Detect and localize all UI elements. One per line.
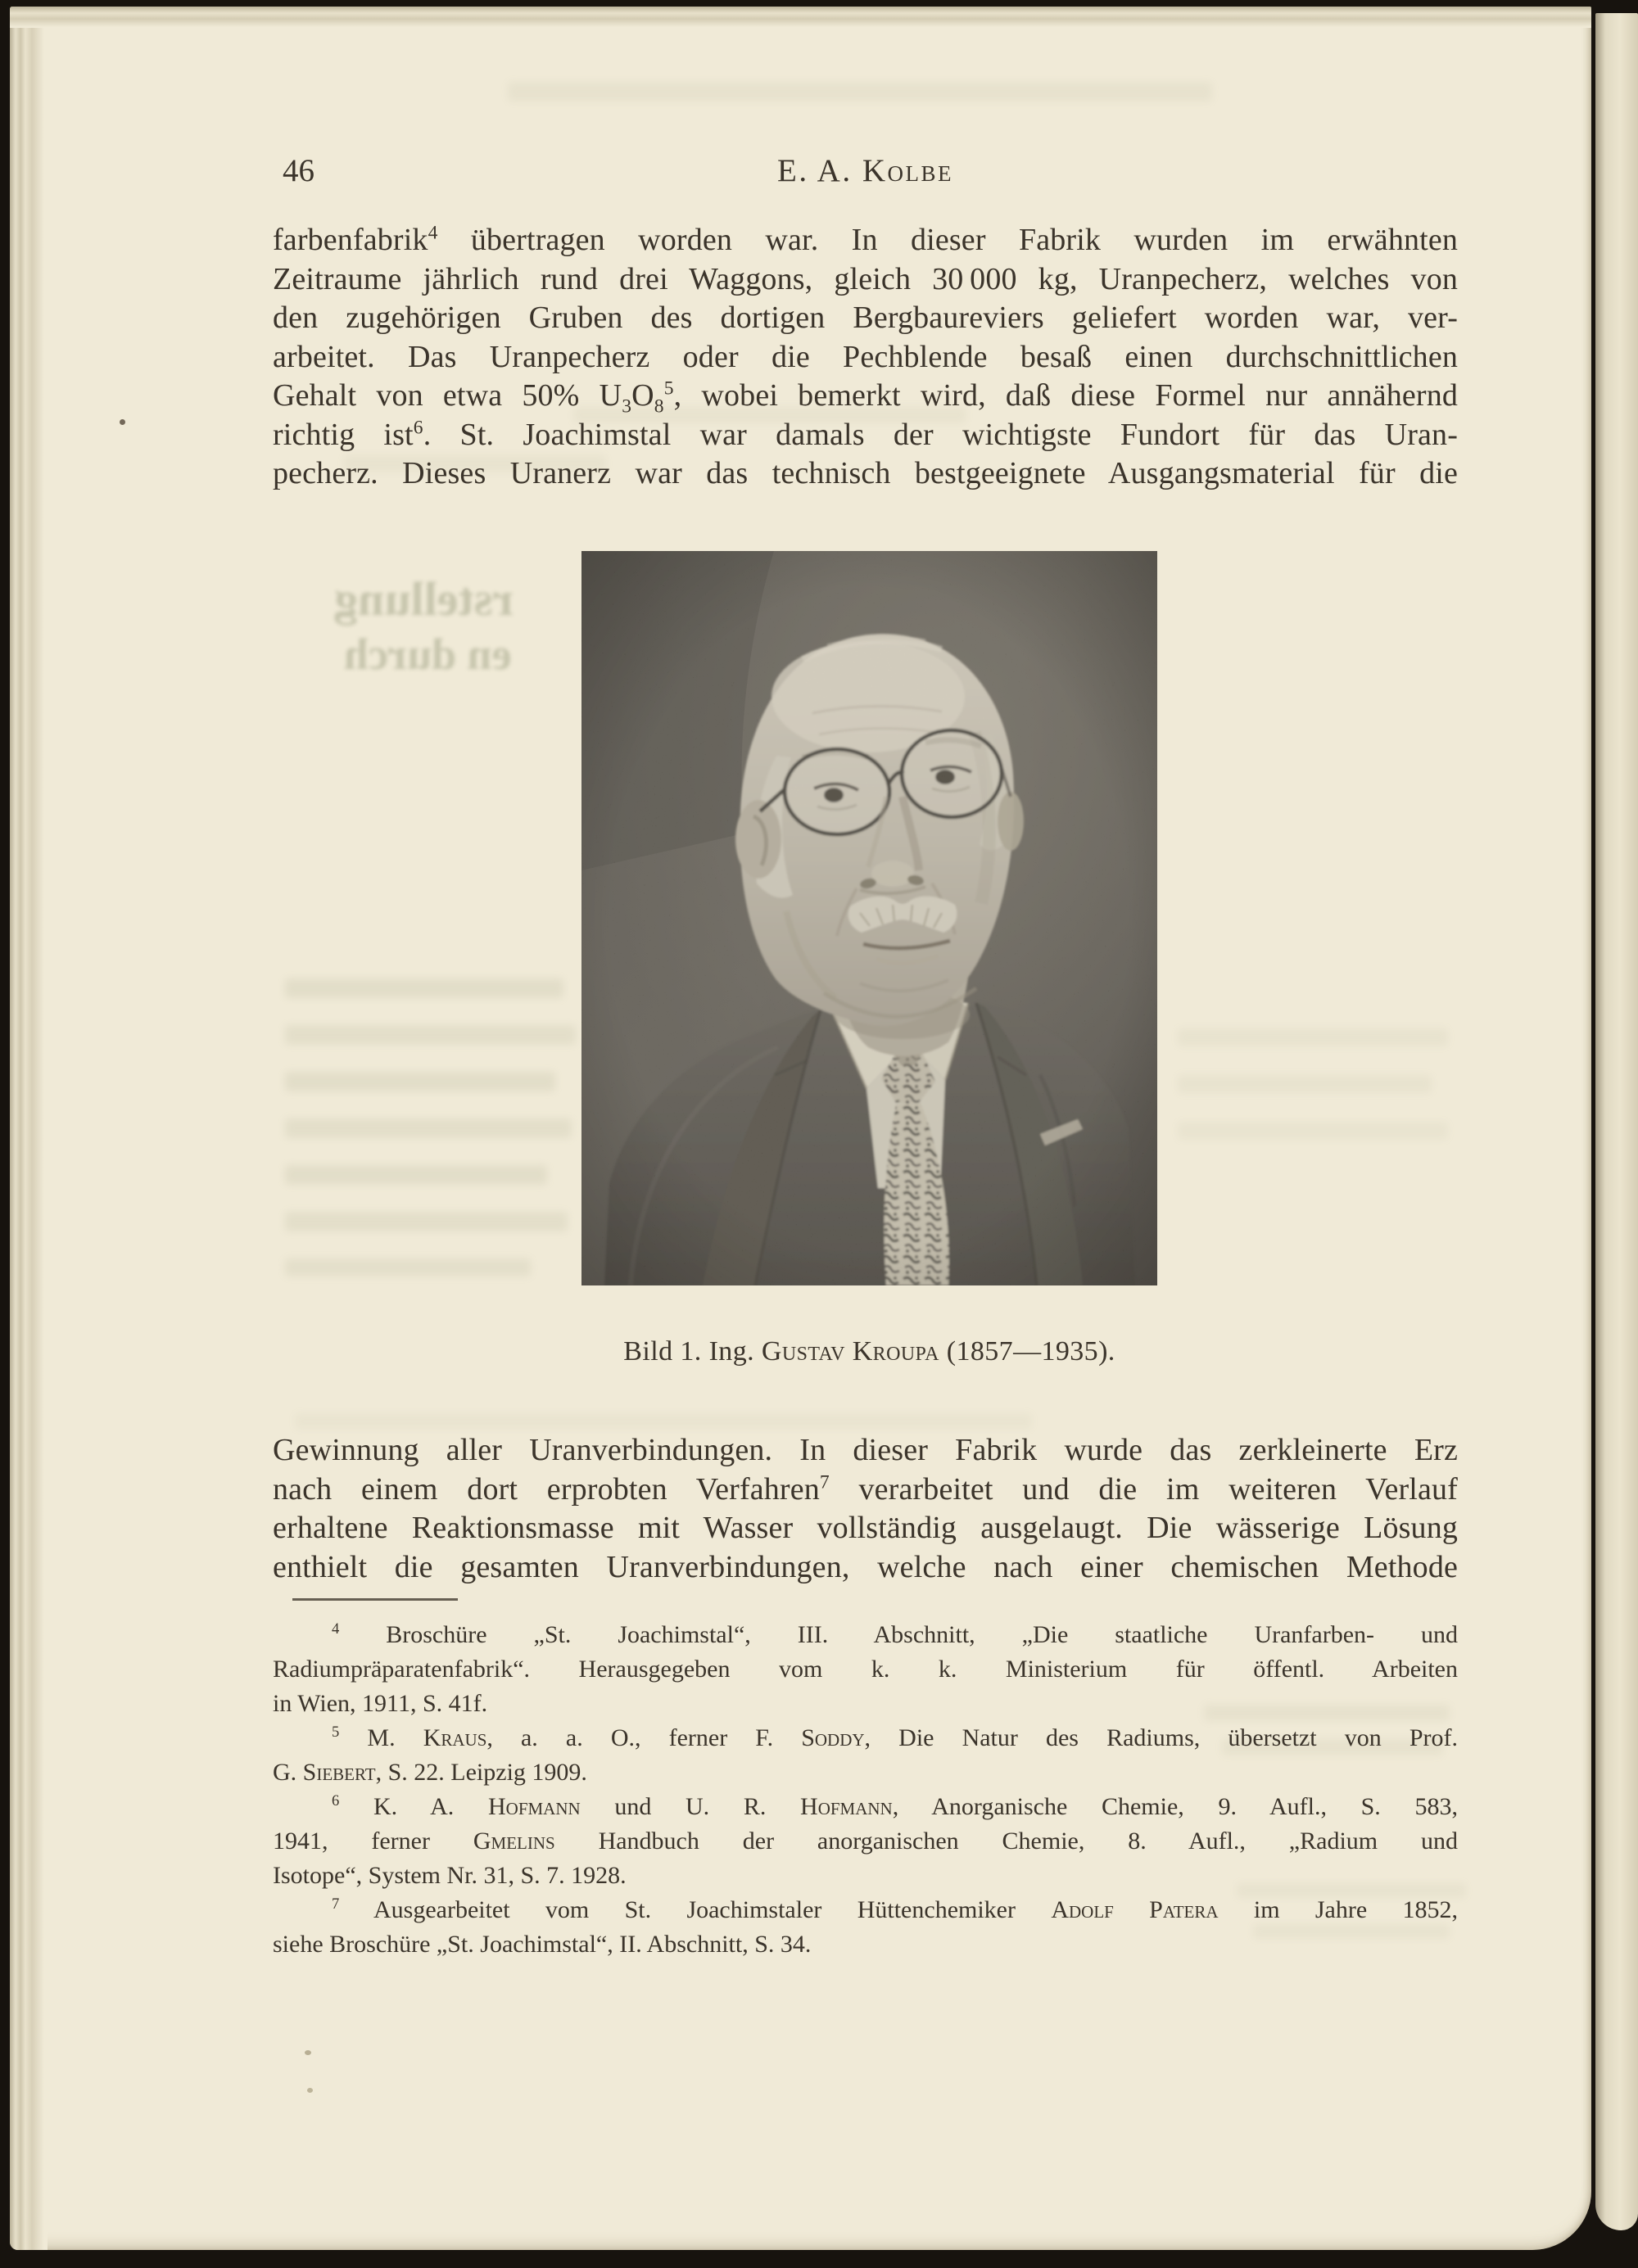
running-header: E. A. Kolbe: [777, 153, 953, 188]
text-segment: , a. a. O., ferner F.: [486, 1724, 802, 1751]
text-segment: 5: [332, 1724, 340, 1741]
text-segment: 5: [663, 377, 674, 400]
bleed-through-ghost: [285, 1072, 555, 1091]
footnote-6: [273, 1790, 1458, 1893]
text-segment: (1857—1935).: [939, 1336, 1115, 1367]
text-line: [273, 454, 1458, 494]
page-stack-edge-top: [10, 7, 1591, 28]
text-segment: erhaltene Reaktionsmasse mit Wasser vollständig ausgelaugt. Die wässerige Lösung: [273, 1511, 1458, 1545]
text-line: [273, 338, 1458, 377]
footnote-4: [273, 1618, 1458, 1721]
text-segment: siehe Broschüre „St. Joachimstal“, II. Abschnitt, S. 34.: [273, 1931, 812, 1958]
text-segment: Isotope“, System Nr. 31, S. 7. 1928.: [273, 1862, 627, 1889]
text-line: [273, 1618, 1458, 1652]
portrait-figure: [581, 551, 1157, 1285]
text-segment: Soddy: [801, 1724, 865, 1751]
footnote-7: [273, 1893, 1458, 1962]
text-segment: farbenfabrik: [273, 223, 428, 257]
text-segment: im Jahre 1852,: [1218, 1896, 1459, 1923]
page-stack-edge-left: [10, 7, 48, 2250]
text-segment: pecherz. Dieses Uranerz war das technisch bestgeeignete Ausgangsmaterial für die: [273, 456, 1458, 490]
text-segment: , wobei bemerkt wird, daß diese Formel nur annähernd: [673, 378, 1458, 413]
text-segment: 6: [413, 416, 423, 438]
text-segment: , Die Natur des Radiums, übersetzt von Prof.: [864, 1724, 1458, 1751]
text-line: [273, 1927, 1458, 1962]
text-segment: arbeitet. Das Uranpecherz oder die Pechblende besaß einen durchschnittlichen: [273, 339, 1458, 374]
text-segment: Radiumpräparatenfabrik“. Herausgegeben vom k. k. Ministerium für öffentl. Arbeiten: [273, 1656, 1458, 1683]
text-segment: O: [631, 378, 654, 413]
bleed-through-ghost: [1178, 1122, 1448, 1140]
text-segment: enthielt die gesamten Uranverbindungen, welche nach einer chemischen Methode: [273, 1549, 1458, 1584]
paragraph-2: [273, 1431, 1458, 1587]
text-segment: 4: [332, 1620, 340, 1638]
bleed-through-ghost: [1178, 1075, 1432, 1093]
text-segment: Adolf Patera: [1051, 1896, 1219, 1923]
bleed-through-ghost: [285, 1165, 547, 1185]
page-number: 46: [283, 153, 314, 188]
text-segment: Siebert: [302, 1759, 376, 1786]
text-segment: Zeitraume jährlich rund drei Waggons, gleich 30 000 kg, Uranpecherz, welches von: [273, 261, 1458, 296]
footnote-5: [273, 1721, 1458, 1790]
bleed-through-ghost: [285, 1118, 572, 1138]
adjacent-page-edge: [1595, 13, 1638, 2230]
text-segment: Gmelins: [473, 1828, 555, 1855]
text-line: [273, 1471, 1458, 1510]
text-line: [273, 1509, 1458, 1548]
text-segment: 3: [622, 395, 632, 418]
text-line: [273, 1548, 1458, 1588]
text-line: [273, 1431, 1458, 1471]
text-segment: Broschüre „St. Joachimstal“, III. Abschnitt, „Die staatliche Uranfarben- und: [339, 1621, 1458, 1648]
text-segment: 7: [332, 1895, 340, 1913]
text-line: [273, 1824, 1458, 1859]
text-line: [273, 1755, 1458, 1790]
text-segment: K. A.: [339, 1793, 488, 1820]
text-segment: G.: [273, 1759, 303, 1786]
text-segment: 7: [819, 1471, 830, 1493]
text-segment: Gustav Kroupa: [761, 1336, 939, 1367]
text-segment: Gewinnung aller Uranverbindungen. In dieser Fabrik wurde das zerkleinerte Erz: [273, 1433, 1458, 1467]
text-segment: verarbeitet und die im weiteren Verlauf: [829, 1471, 1458, 1507]
portrait-photo-gustav-kroupa: [581, 551, 1157, 1285]
text-segment: richtig ist: [273, 417, 414, 452]
footnotes-section: [273, 1618, 1458, 1962]
text-line: [273, 1790, 1458, 1824]
text-segment: 1941, ferner: [273, 1828, 473, 1855]
text-line: [273, 1721, 1458, 1755]
paragraph-1: [273, 221, 1458, 494]
bleed-through-ghost: [285, 978, 563, 998]
text-segment: Hofmann: [487, 1793, 581, 1820]
text-line: [273, 299, 1458, 338]
bleed-through-ghost: [1178, 1028, 1448, 1046]
footnote-rule: [292, 1598, 458, 1601]
paper-speck: [120, 419, 125, 425]
text-segment: Ausgearbeitet vom St. Joachimstaler Hüttenchemiker: [339, 1896, 1052, 1923]
text-segment: und U. R.: [580, 1793, 801, 1820]
text-line: [273, 1893, 1458, 1927]
text-segment: , S. 22. Leipzig 1909.: [375, 1759, 587, 1786]
text-segment: 4: [428, 222, 438, 244]
paper-speck: [307, 2088, 313, 2093]
text-line: [273, 1859, 1458, 1893]
text-segment: Kraus: [423, 1724, 487, 1751]
text-segment: nach einem dort erprobten Verfahren: [273, 1471, 820, 1507]
bleed-through-ghost-word: en durch: [344, 630, 512, 679]
text-segment: Handbuch der anorganischen Chemie, 8. Aufl., „Radium und: [554, 1828, 1458, 1855]
text-line: [273, 1652, 1458, 1687]
figure-caption: [500, 1335, 1239, 1369]
bleed-through-ghost-word: rstellung: [334, 572, 514, 626]
text-segment: den zugehörigen Gruben des dortigen Bergbaureviers geliefert worden war, ver-: [273, 300, 1458, 335]
bleed-through-ghost: [285, 1212, 568, 1231]
text-line: [273, 377, 1458, 416]
text-line: [273, 1687, 1458, 1721]
bleed-through-ghost: [285, 1025, 576, 1045]
text-segment: Hofmann: [800, 1793, 893, 1820]
bleed-through-ghost: [295, 1413, 1032, 1430]
text-segment: Bild 1. Ing.: [623, 1336, 762, 1367]
bleed-through-ghost: [508, 82, 1212, 102]
text-line: [273, 221, 1458, 260]
text-line: [273, 416, 1458, 455]
text-segment: übertragen worden war. In dieser Fabrik wurden im erwähnten: [437, 223, 1458, 257]
text-line: [273, 260, 1458, 300]
text-segment: , Anorganische Chemie, 9. Aufl., S. 583,: [892, 1793, 1458, 1820]
paper-speck: [305, 2050, 311, 2055]
text-segment: in Wien, 1911, S. 41f.: [273, 1690, 488, 1717]
text-segment: Gehalt von etwa 50% U: [273, 378, 622, 413]
text-segment: 8: [654, 395, 664, 418]
text-segment: 6: [332, 1792, 340, 1809]
text-segment: M.: [339, 1724, 423, 1751]
text-segment: . St. Joachimstal war damals der wichtigste Fundort für das Uran-: [423, 417, 1459, 452]
bleed-through-ghost: [285, 1258, 531, 1276]
